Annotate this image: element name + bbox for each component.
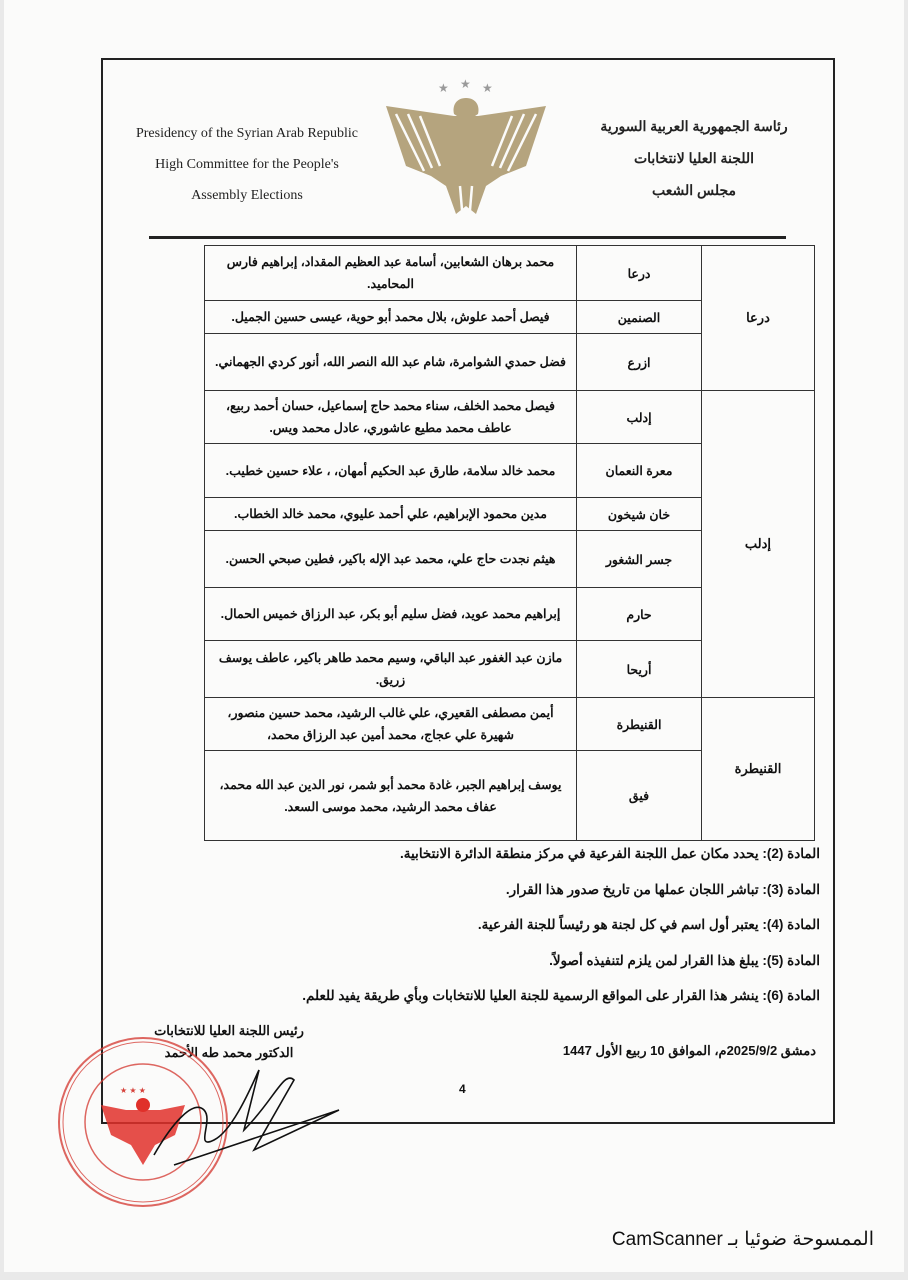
table-row [205, 391, 815, 444]
issue-date: دمشق 2025/9/2م، الموافق 10 ربيع الأول 1447 [562, 1043, 816, 1058]
governorate-cell: إدلب [702, 391, 815, 698]
header-en-line: Assembly Elections [191, 188, 303, 203]
names-cell: محمد برهان الشعابين، أسامة عبد العظيم المقداد، إبراهيم فارس المحاميد. [205, 246, 577, 301]
district-cell: خان شيخون [577, 498, 702, 531]
camscanner-footer: الممسوحة ضوئيا بـ CamScanner [611, 1229, 874, 1250]
names-cell: إبراهيم محمد عويد، فضل سليم أبو بكر، عبد الرزاق خميس الحمال. [205, 588, 577, 641]
district-cell: أريحا [577, 641, 702, 698]
article-5: المادة (5): يبلغ هذا القرار لمن يلزم لتنفيذه أصولاً. [549, 952, 820, 968]
names-cell: محمد خالد سلامة، طارق عبد الحكيم أمهان، ، علاء حسين خطيب. [205, 444, 577, 498]
district-cell: القنيطرة [577, 698, 702, 751]
handwritten-signature-icon [134, 1060, 344, 1170]
articles-list [124, 843, 820, 1021]
district-cell: الصنمين [577, 301, 702, 334]
header-arabic [574, 110, 814, 206]
names-cell: يوسف إبراهيم الجبر، غادة محمد أبو شمر، نور الدين عبد الله محمد، عفاف محمد الرشيد، محمد موسى السعد. [205, 751, 577, 841]
article-3: المادة (3): تباشر اللجان عملها من تاريخ صدور هذا القرار. [505, 881, 820, 897]
governorate-cell: درعا [702, 246, 815, 391]
article-4: المادة (4): يعتبر أول اسم في كل لجنة هو رئيساً للجنة الفرعية. [477, 917, 820, 932]
svg-text:★: ★ [482, 81, 493, 95]
committees-table [204, 245, 815, 841]
header-ar-line: مجلس الشعب [651, 182, 737, 198]
district-cell: درعا [577, 246, 702, 301]
svg-text:★: ★ [438, 81, 449, 95]
svg-text:★: ★ [460, 77, 471, 91]
names-cell: فضل حمدي الشوامرة، شام عبد الله النصر الله، أنور كردي الجهماني. [205, 334, 577, 391]
table-row [205, 246, 815, 301]
header-en-line: Presidency of the Syrian Arab Republic [135, 126, 358, 141]
names-cell: مدين محمود الإبراهيم، علي أحمد عليوي، محمد خالد الخطاب. [205, 498, 577, 531]
names-cell: فيصل أحمد علوش، بلال محمد أبو حوية، عيسى حسين الجميل. [205, 301, 577, 334]
signatory-name: الدكتور محمد طه الأحمد [164, 1045, 294, 1060]
eagle-emblem-icon [376, 76, 556, 216]
article-6: المادة (6): ينشر هذا القرار على المواقع الرسمية للجنة العليا للانتخابات وبأي طريقة يفيد للعلم. [302, 988, 820, 1003]
header-ar-line: اللجنة العليا لانتخابات [633, 150, 755, 166]
names-cell: فيصل محمد الخلف، سناء محمد حاج إسماعيل، حسان أحمد ربيع، عاطف محمد مطيع عاشوري، عادل محمد ويس. [205, 391, 577, 444]
table-row [205, 698, 815, 751]
district-cell: حارم [577, 588, 702, 641]
article-2: المادة (2): يحدد مكان عمل اللجنة الفرعية في مركز منطقة الدائرة الانتخابية. [400, 846, 820, 861]
page-number: 4 [459, 1082, 466, 1096]
signatory-title: رئيس اللجنة العليا للانتخابات [154, 1023, 304, 1038]
names-cell: مازن عبد الغفور عبد الباقي، وسيم محمد طاهر باكير، عاطف يوسف زريق. [205, 641, 577, 698]
header-ar-line: رئاسة الجمهورية العربية السورية [600, 118, 788, 134]
governorate-cell: القنيطرة [702, 698, 815, 841]
names-cell: أيمن مصطفى القعيري، علي غالب الرشيد، محمد حسين منصور، شهيرة علي عجاج، محمد أمين عبد الرزاق محمد، [205, 698, 577, 751]
district-cell: معرة النعمان [577, 444, 702, 498]
district-cell: إدلب [577, 391, 702, 444]
header-en-line: High Committee for the People's [155, 157, 339, 172]
district-cell: ازرع [577, 334, 702, 391]
header-divider [149, 236, 786, 239]
header-english [112, 118, 382, 211]
names-cell: هيثم نجدت حاج علي، محمد عبد الإله باكير، فطين صبحي الحسن. [205, 531, 577, 588]
svg-text:★ ★ ★: ★ ★ ★ [120, 1086, 146, 1095]
scanned-page [4, 0, 904, 1272]
district-cell: جسر الشغور [577, 531, 702, 588]
district-cell: فيق [577, 751, 702, 841]
